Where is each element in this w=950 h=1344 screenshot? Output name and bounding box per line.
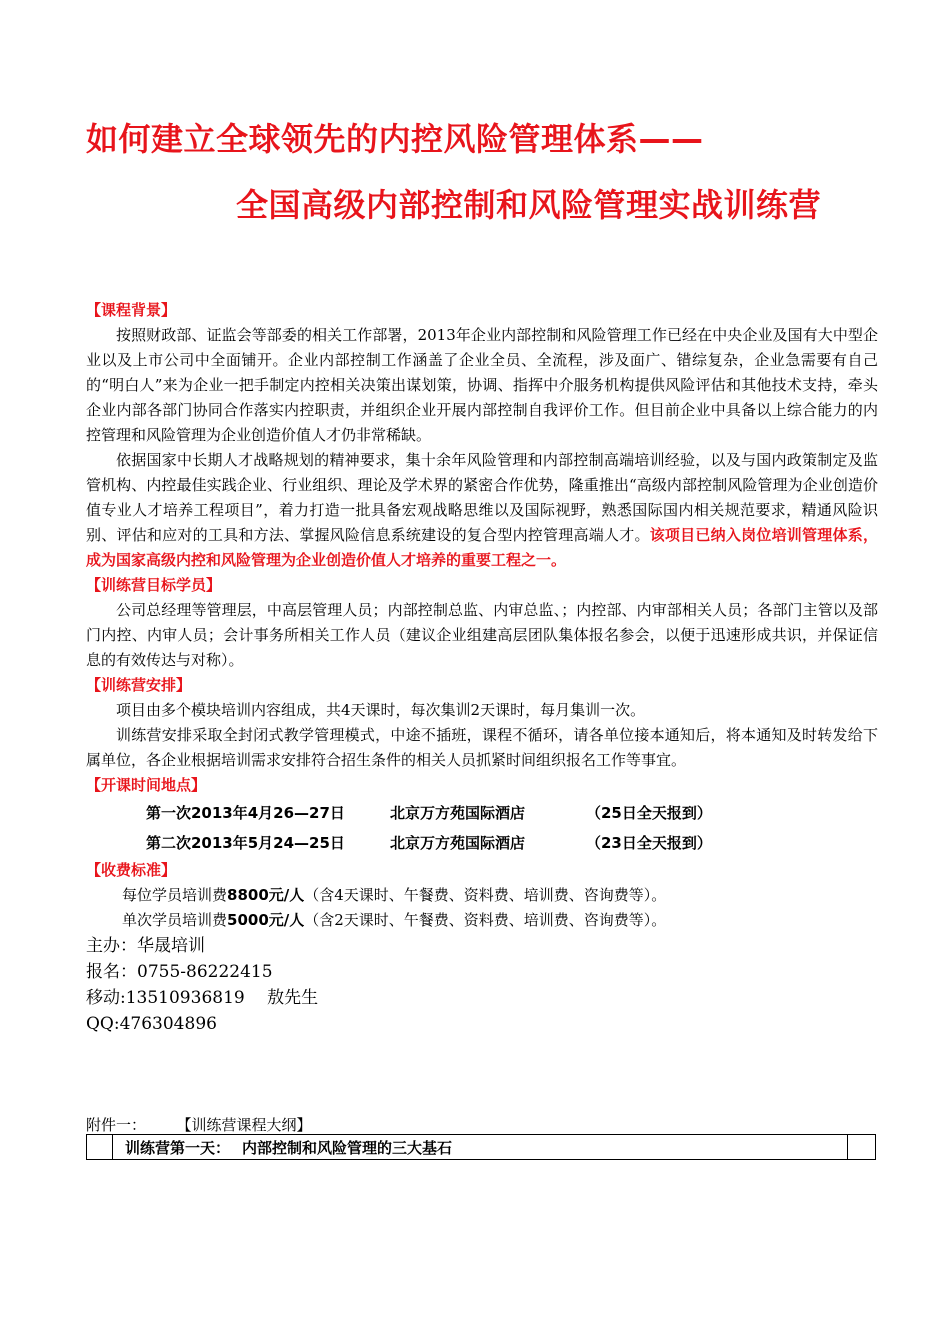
attachment-label: 附件一： (86, 1116, 147, 1134)
schedule-time: 第一次2013年4月26—27日 (146, 804, 345, 822)
fee-line-1-amount: 8800元/人 (227, 886, 305, 904)
contact-mobile: 移动:13510936819 敖先生 (86, 988, 319, 1008)
background-paragraph-1: 按照财政部、证监会等部委的相关工作部署，2013年企业内部控制和风险管理工作已经在中央企业及国有大中型企业以及上市公司中全面铺开。企业内部控制工作涵盖了企业全员、全流程，涉及面广、错综复杂，企业急需要有自己的“明白人”来为企业一把手制定内控相关决策出谋划策，协调、指挥中介服务机构提供风险评估和其他技术支持，牵头企业内部各部门协同合作落实内控职责，并组织企业开展内部控制自我评价工作。但目前企业中具备以上综合能力的内控管理和风险管理为企业创造价值人才仍非常稀缺。 (86, 326, 878, 444)
fee-line-2-amount: 5000元/人 (227, 911, 305, 929)
fee-line-2-prefix: 单次学员培训费 (122, 911, 228, 929)
schedule-row (86, 828, 878, 858)
schedule-note: （23日全天报到） (586, 834, 712, 852)
outline-table-left-cell (87, 1135, 113, 1159)
contact-qq: QQ:476304896 (86, 1014, 217, 1034)
schedule-note: （25日全天报到） (586, 804, 712, 822)
contact-organizer: 主办：华晟培训 (86, 936, 205, 956)
main-title-line2: 全国高级内部控制和风险管理实战训练营 (236, 186, 822, 224)
fee-line-2-detail: （含2天课时、午餐费、资料费、培训费、咨询费等）。 (304, 911, 667, 929)
arrangement-paragraph-2: 训练营安排采取全封闭式教学管理模式，中途不插班，课程不循环，请各单位接本通知后，将本通知及时转发给下属单位，各企业根据培训需求安排符合招生条件的相关人员抓紧时间组织报名工作等事宜。 (86, 726, 878, 769)
section-heading-arrangement: 【训练营安排】 (86, 676, 192, 694)
attachment-line (86, 1114, 312, 1135)
main-title-line1: 如何建立全球领先的内控风险管理体系—— (86, 120, 704, 158)
fee-line-2 (86, 908, 878, 933)
fee-line-1-prefix: 每位学员培训费 (122, 886, 228, 904)
background-highlight: 该项目已纳入岗位培训管理体系，成为国家高级内控和风险管理为企业创造价值人才培养的重要工程之一。 (86, 526, 878, 569)
section-heading-fees: 【收费标准】 (86, 861, 177, 879)
schedule-place: 北京万方苑国际酒店 (390, 834, 526, 852)
section-heading-target: 【训练营目标学员】 (86, 576, 222, 594)
section-heading-background: 【课程背景】 (86, 301, 177, 319)
outline-table-day-cell (125, 1137, 452, 1158)
fee-line-1 (86, 883, 878, 908)
arrangement-paragraph-1: 项目由多个模块培训内容组成，共4天课时，每次集训2天课时，每月集训一次。 (116, 701, 646, 719)
outline-table (86, 1134, 876, 1160)
schedule-place: 北京万方苑国际酒店 (390, 804, 526, 822)
attachment-title: 【训练营课程大纲】 (184, 1116, 312, 1134)
fee-line-1-detail: （含4天课时、午餐费、资料费、培训费、咨询费等）。 (304, 886, 667, 904)
outline-day-title: 内部控制和风险管理的三大基石 (242, 1139, 453, 1157)
contact-phone: 报名：0755-86222415 (86, 962, 273, 982)
outline-table-right-cell (847, 1135, 875, 1159)
schedule-row (86, 798, 878, 828)
background-paragraph-2-text: 依据国家中长期人才战略规划的精神要求，集十余年风险管理和内部控制高端培训经验，以及与国内政策制定及监管机构、内控最佳实践企业、行业组织、理论及学术界的紧密合作优势，隆重推出“高级内部控制风险管理为企业创造价值专业人才培养工程项目”，着力打造一批具备宏观战略思维以及国际视野，熟悉国际国内相关规范要求，精通风险识别、评估和应对的工具和方法、掌握风险信息系统建设的复合型内控管理高端人才。 (86, 451, 878, 544)
target-paragraph: 公司总经理等管理层，中高层管理人员；内部控制总监、内审总监、；内控部、内审部相关人员；各部门主管以及部门内控、内审人员；会计事务所相关工作人员（建议企业组建高层团队集体报名参会，以便于迅速形成共识，并保证信息的有效传达与对称）。 (86, 601, 878, 669)
outline-day-label: 训练营第一天： (125, 1139, 231, 1157)
schedule-time: 第二次2013年5月24—25日 (146, 834, 345, 852)
section-heading-schedule: 【开课时间地点】 (86, 776, 207, 794)
background-paragraph-2 (86, 448, 878, 573)
document-body (86, 298, 878, 1037)
